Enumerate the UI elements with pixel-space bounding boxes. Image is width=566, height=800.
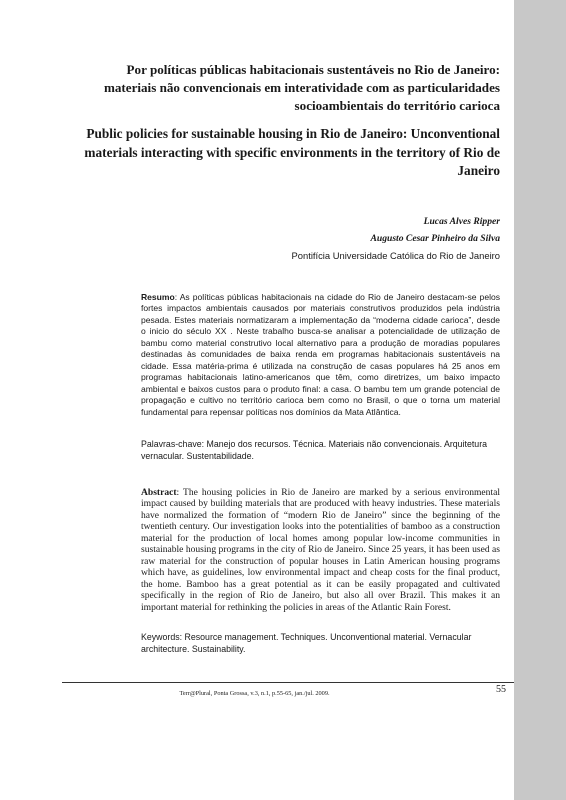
keywords-english: Keywords: Resource management. Techniques. Unconventional material. Vernacular architecture. Sustainability. bbox=[141, 632, 472, 654]
footer-divider bbox=[62, 682, 514, 683]
abstract-english bbox=[141, 487, 500, 613]
abstract-en-text: : The housing policies in Rio de Janeiro are marked by a serious environmental impact caused by building materials that are produced with heavy industries. These materials have normalized the formation of “modern Rio de Janeiro” since the beginning of the twentieth century. Our investigation looks into the potentialities of bamboo as a construction material for the production of local homes among popular low-income communities in sustainable housing programs in the city of Rio de Janeiro. Since 25 years, it has been used as raw material for the construction of popular houses in Latin American housing programs which have, as guidelines, low environmental impact and cheap costs for the final product, the home. Bamboo has a great potential as it can be easily propagated and cultivated specifically in the region of Rio de Janeiro, but also all over Brazil. This makes it an important material for rethinking the policies in areas of the Atlantic Rain Forest. bbox=[141, 487, 500, 613]
author-2: Augusto Cesar Pinheiro da Silva bbox=[370, 233, 500, 244]
title-english: Public policies for sustainable housing in Rio de Janeiro: Unconventional materials interacting with specific environments in the territory of Rio de Janeiro bbox=[84, 126, 500, 178]
page-number: 55 bbox=[496, 684, 506, 695]
abstract-pt-text: : As políticas públicas habitacionais na cidade do Rio de Janeiro destacam-se pelos fortes impactos ambientais causados por materiais construtivos produzidos pela indústria pesada. Estes materiais normatizaram a implementação da “moderna cidade carioca”, desde o inicio do século XX . Neste trabalho busca-se analisar a potencialidade de utilização de bambu como material construtivo local alternativo para a produção de moradias populares destinadas às comunidades de baixa renda em programas habitacionais sustentáveis na cidade. Essa matéria-prima é utilizada na construção de casas populares há 25 anos em programas habitacionais latino-americanos que têm, como diretrizes, um baixo impacto ambiental e baixos custos para o produto final: a casa. O bambu tem um grande potencial de propagação e cultivo no território carioca bem como no Brasil, o que o torna um material fundamental para repensar políticas nos domínios da Mata Atlântica. bbox=[141, 292, 500, 417]
footer-citation: Terr@Plural, Ponta Grossa, v.3, n.1, p.55-65, jan./jul. 2009. bbox=[179, 690, 330, 697]
abstract-pt-label: Resumo bbox=[141, 292, 175, 302]
affiliation: Pontifícia Universidade Católica do Rio de Janeiro bbox=[291, 250, 500, 261]
author-1: Lucas Alves Ripper bbox=[423, 216, 500, 227]
side-margin-band bbox=[514, 0, 566, 800]
keywords-portuguese: Palavras-chave: Manejo dos recursos. Técnica. Materiais não convencionais. Arquitetura vernacular. Sustentabilidade. bbox=[141, 439, 488, 461]
title-portuguese: Por políticas públicas habitacionais sustentáveis no Rio de Janeiro: materiais não convencionais em interatividade com as particularidades socioambientais do território carioca bbox=[103, 62, 500, 113]
abstract-en-label: Abstract bbox=[141, 487, 177, 498]
abstract-portuguese bbox=[141, 292, 500, 418]
